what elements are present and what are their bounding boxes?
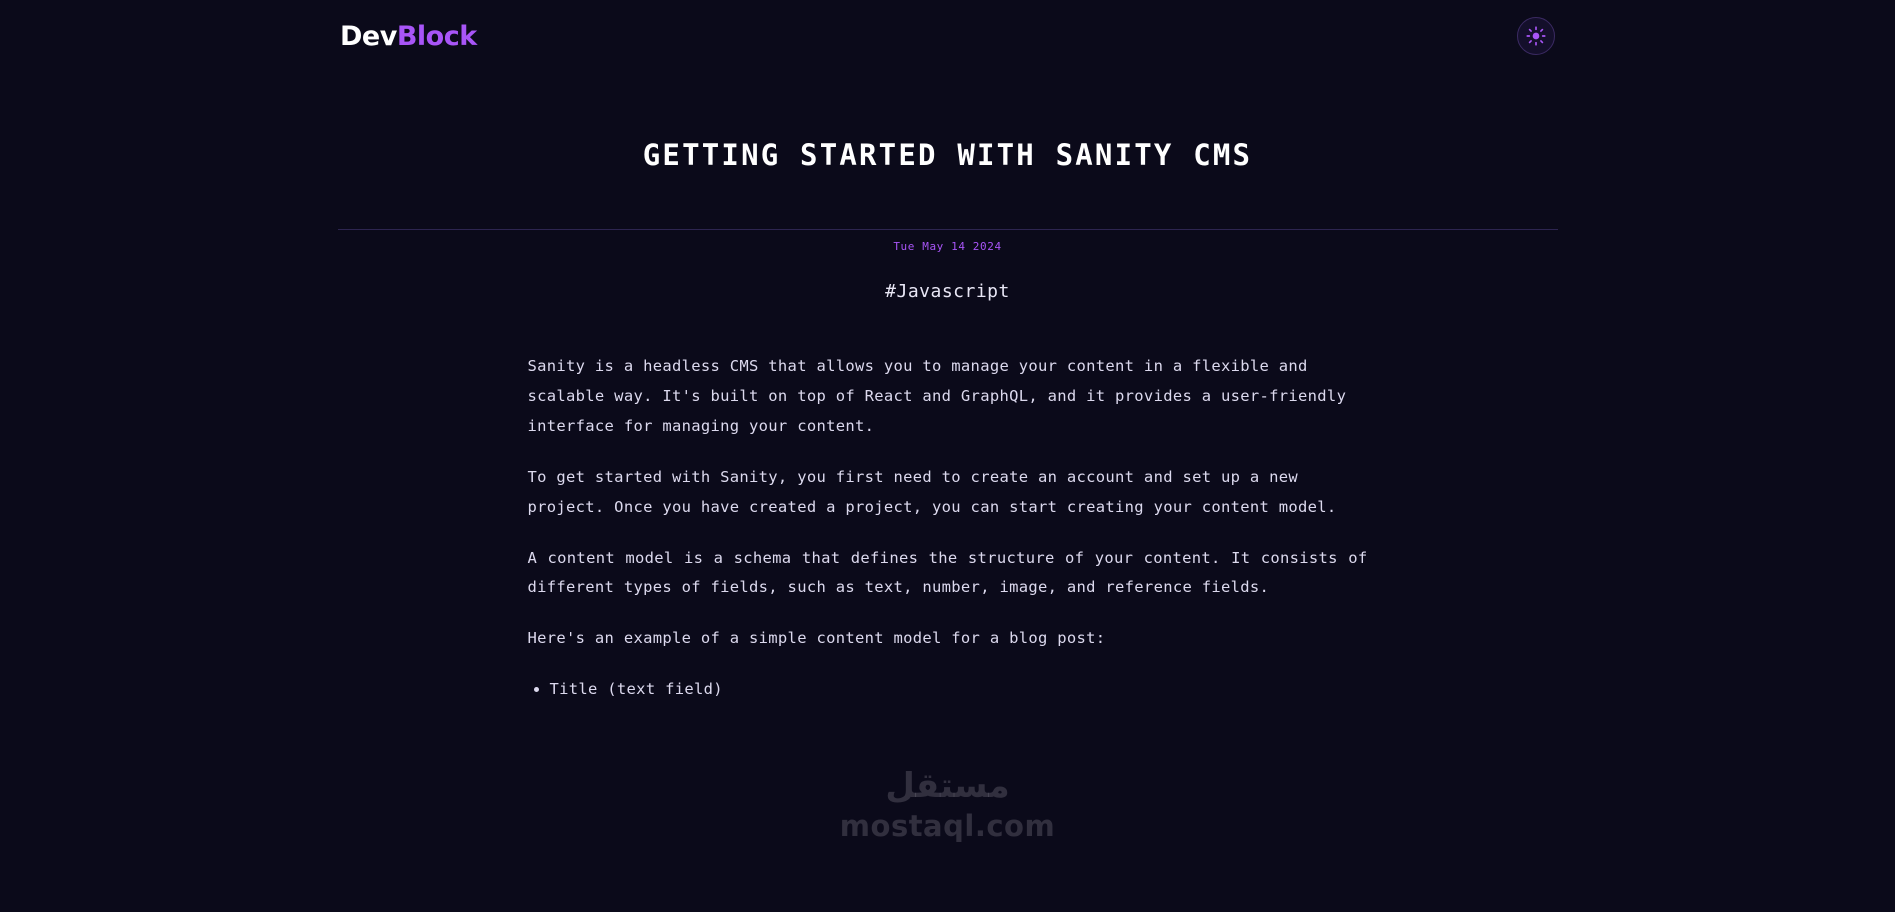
post-paragraph: Here's an example of a simple content model for a blog post: <box>527 629 1106 648</box>
logo-text-block: Block <box>396 20 477 52</box>
site-header <box>0 0 1895 72</box>
theme-toggle-button[interactable] <box>1517 17 1555 55</box>
list-item: • Title (text field) <box>550 675 1368 705</box>
site-logo[interactable] <box>340 21 477 52</box>
post-date: Tue May 14 2024 <box>893 240 1002 253</box>
post-tag[interactable]: #Javascript <box>885 281 1010 302</box>
watermark-latin: mostaql.com <box>839 809 1056 844</box>
title-divider <box>338 229 1558 230</box>
logo-text-dev: Dev <box>340 20 397 52</box>
sun-icon <box>1526 26 1546 46</box>
post-paragraph: A content model is a schema that defines the structure of your content. It consists of different types of fields, such as text, number, image, and reference fields. <box>527 548 1368 597</box>
watermark-arabic: مستقل <box>885 766 1010 806</box>
watermark <box>0 768 1895 843</box>
post-paragraph: To get started with Sanity, you first need to create an account and set up a new project. Once you have created a project, you can start creating your content model. <box>527 467 1337 516</box>
post-paragraph: Sanity is a headless CMS that allows you to manage your content in a flexible and scalable way. It's built on top of React and GraphQL, and it provides a user-friendly interface for managing your content. <box>527 357 1347 435</box>
page-title: GETTING STARTED WITH SANITY CMS <box>642 138 1253 172</box>
content-model-list <box>528 675 1368 705</box>
article-container <box>338 72 1558 705</box>
post-body <box>528 302 1368 705</box>
